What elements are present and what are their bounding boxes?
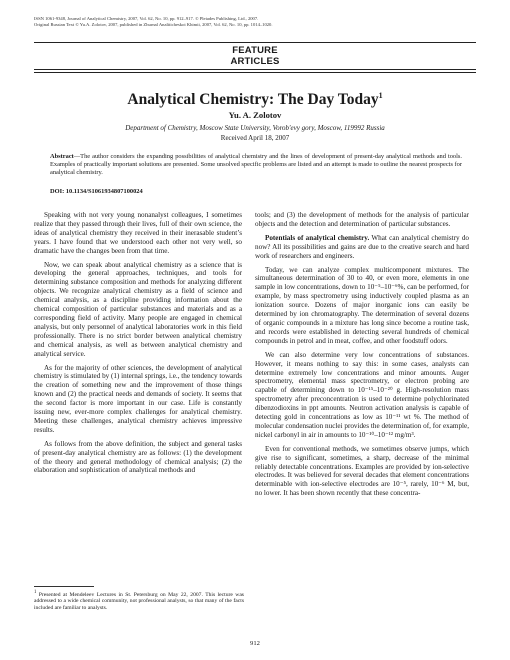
footnote (34, 590, 244, 612)
left-column (34, 211, 242, 480)
paragraph: Even for conventional methods, we sometimes observe jumps, which give rise to significant, sometimes, a sharp, decrease of the minimal reliably detectable concentrations. Examples are provided by ion-selective electrodes. It was believed for several decades that element concentrations determinable with ion-selective electrodes are 10⁻⁵, rarely, 10⁻⁶ M, but, no lower. It has been shown recently that these concentra- (255, 444, 469, 498)
footnote-rule (34, 586, 94, 587)
header-rule-top (34, 42, 476, 43)
author-affiliation: Department of Chemistry, Moscow State University, Vorob'evy gory, Moscow, 119992 Russia (125, 124, 385, 132)
paragraph-with-heading (255, 234, 469, 261)
heading-paragraph-text: What can analytical chemistry do now? All its possibilities and gains are due to the creative search and hard work of researchers and engineers. (255, 233, 469, 260)
footnote-mark: 1 (34, 590, 37, 595)
journal-header (34, 16, 273, 28)
section-label (0, 46, 510, 67)
abstract (50, 153, 462, 178)
paragraph-continued: tools; and (3) the development of methods for the analysis of particular objects and the detection and determination of particular substances. (255, 211, 469, 228)
header-rule-bottom (34, 72, 476, 73)
footnote-text: Presented at Mendeleev Lectures in St. Petersburg on May 22, 2007. This lecture was addressed to a wide chemical community, not professional analysts, so that many of the facts included are familiar to analysts. (34, 591, 244, 612)
author-name: Yu. A. Zolotov (228, 110, 282, 120)
article-title (0, 87, 510, 109)
page-number: 912 (250, 640, 260, 647)
paragraph: Today, we can analyze complex multicomponent mixtures. The simultaneous determination of 30 to 40, or even more, elements in one sample in low concentrations, down to 10⁻⁵–10⁻⁶%, can be performed, for example, by mass spectrometry using inductively coupled plasma as an ionization source. Dozens of major inorganic ions can easily be determined by ion chromatography. The determination of several dozens of organic compounds in a mixture has long since become a routine task, and records were established in detecting several hundreds of chemical compounds in petrol and in meat, coffee, and other foodstuff odors. (255, 265, 469, 345)
doi: DOI: 10.1134/S1061934807100024 (50, 188, 143, 195)
section-label-line2: ARTICLES (230, 55, 280, 67)
header-rule-mid (34, 69, 476, 70)
paragraph: Speaking with not very young nonanalyst colleagues, I sometimes realize that they passed through their lives, full of their own science, the ideas of analytical chemistry they received in their inerasable student’s years. I have found that we understood each other not very well, so dramatic have the changes been from that time. (34, 211, 242, 255)
paragraph: As for the majority of other sciences, the development of analytical chemistry is stimulated by (1) internal springs, i.e., the tendency towards the creation of something new and the improvement of those things known and (2) the practical needs and demands of society. It seems that the second factor is more important in our case. Life is constantly issuing new, ever-more complex challenges for analytical chemistry. Meeting these challenges, analytical chemistry achieves impressive results. (34, 363, 242, 434)
issn-line: ISSN 1061-9348, Journal of Analytical Chemistry, 2007, Vol. 62, No. 10, pp. 912–917. © Pleiades Publishing, Ltd., 2007. (34, 16, 259, 21)
original-text-line: Original Russian Text © Yu.A. Zolotov, 2007, published in Zhurnal Analiticheskoi Khimii, 2007, Vol. 62, No. 10, pp. 1014–1020. (34, 22, 273, 28)
abstract-label: Abstract (50, 153, 74, 160)
title-footnote-mark: 1 (378, 91, 383, 100)
paragraph: As follows from the above definition, the subject and general tasks of present-day analytical chemistry are as follows: (1) the development of the theory and general methodology of chemical analysis; (2) the elaboration and sophistication of analytical methods and (34, 439, 242, 475)
paragraph: Now, we can speak about analytical chemistry as a science that is developing the general approaches, techniques, and tools for determining substance composition and methods for analyzing different objects. We recognize analytical chemistry as a field of science and chemical analysis, as a discipline providing information about the chemical composition of particular substances and materials and as a corresponding field of activity. Many people are engaged in chemical analysis, but only personnel of analytical laboratories work in this field professionally. There is no strict border between analytical chemistry and chemical analysis, as well as between analytical chemistry and analytical service. (34, 260, 242, 358)
section-label-line1: FEATURE (232, 45, 278, 56)
title-text: Analytical Chemistry: The Day Today (127, 91, 379, 109)
received-date: Received April 18, 2007 (220, 134, 290, 142)
right-column (255, 211, 469, 503)
abstract-text: —The author considers the expanding possibilities of analytical chemistry and the lines of development of present-day analytical methods and tools. Examples of practically important solutions are presented. Some unsolved specific problems are listed and an attempt is made to outline the nearest prospects for analytical chemistry. (50, 153, 462, 177)
paragraph: We can also determine very low concentrations of substances. However, it means nothing to say this: in some cases, analysts can determine extremely low concentrations and minor amounts. Auger spectrometry, elemental mass spectrometry, or electron probing are capable of determining down to 10⁻¹⁵–10⁻²⁰ g. High-resolution mass spectrometry after preconcentration is used to determine polychlorinated dibenzodioxins in ppt amounts. Neutron activation analysis is capable of detecting gold in concentrations as low as 10⁻¹¹ wt %. The method of molecular condensation nuclei provides the determination of, for example, nickel carbonyl in air in amounts to 10⁻¹⁰–10⁻¹² mg/m³. (255, 350, 469, 439)
section-heading: Potentials of analytical chemistry. (265, 233, 370, 242)
